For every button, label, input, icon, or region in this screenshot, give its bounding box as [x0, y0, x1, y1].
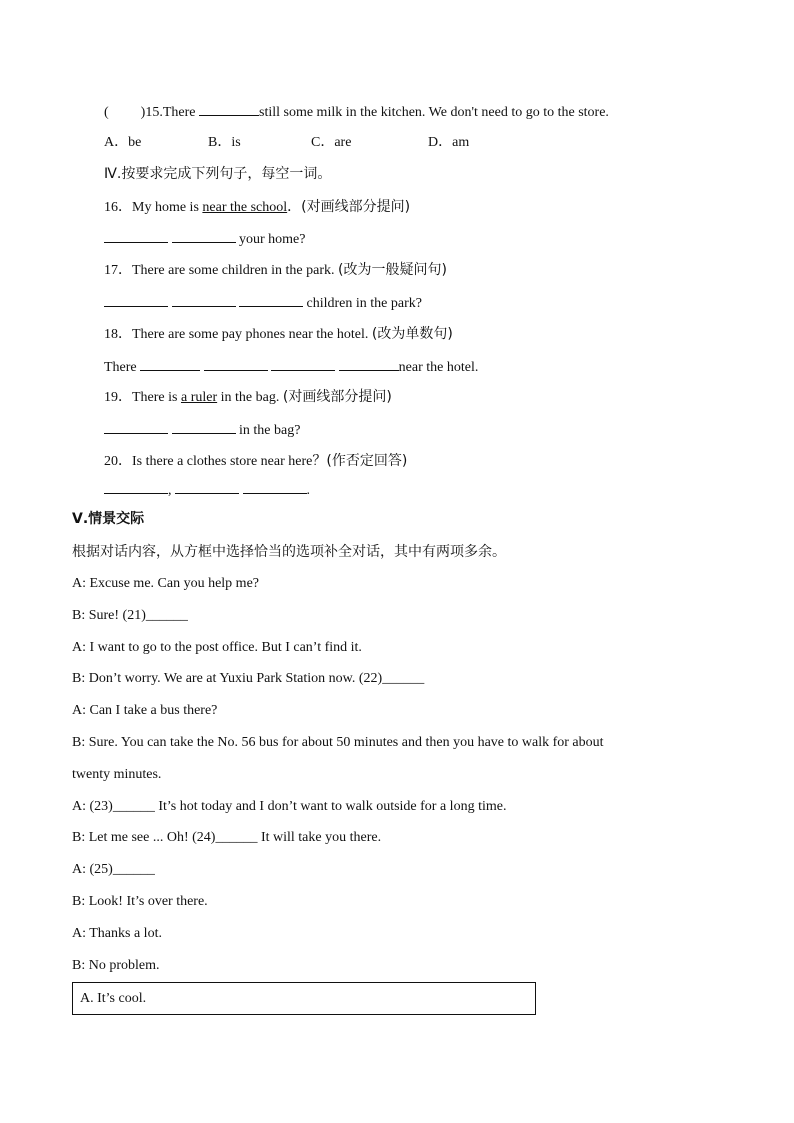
option-d: D．am: [428, 135, 470, 150]
answer-blank[interactable]: [243, 480, 307, 494]
answer-blank[interactable]: [204, 357, 268, 371]
dialogue-line: A: Can I take a bus there?: [72, 703, 218, 718]
options-box: [72, 982, 536, 1015]
answer-tail: in the bag?: [239, 423, 301, 438]
answer-tail: near the hotel.: [398, 360, 479, 375]
answer-tail: your home?: [239, 232, 306, 247]
answer-blank[interactable]: [339, 357, 399, 371]
question-15: [104, 102, 609, 122]
option-a: A．be: [104, 135, 142, 150]
answer-blank[interactable]: [239, 293, 303, 307]
instruction-note: (改为单数句): [371, 326, 453, 342]
dialogue-line: twenty minutes.: [72, 767, 162, 782]
answer-paren-open: (: [104, 105, 109, 120]
question-18-text: 18．There are some pay phones near the hotel.: [104, 327, 369, 342]
dialogue-line: A: I want to go to the post office. But I can’t find it.: [72, 640, 362, 655]
question-16-punct: ．: [287, 200, 302, 215]
section-5-instructions: 根据对话内容，从方框中选择恰当的选项补全对话，其中有两项多余。: [72, 544, 506, 560]
dialogue-line: B: Don’t worry. We are at Yuxiu Park Station now. (22)______: [72, 671, 425, 686]
dialogue-line: A: Excuse me. Can you help me?: [72, 576, 260, 591]
question-19: [104, 388, 392, 407]
question-15-stem-b: still some milk in the kitchen. We don't need to go to the store.: [259, 105, 609, 120]
answer-blank[interactable]: [175, 480, 239, 494]
question-16-text: 16．My home is: [104, 200, 203, 215]
question-16: [104, 198, 410, 217]
section-5-title: Ⅴ.情景交际: [72, 511, 145, 527]
answer-blank[interactable]: [104, 293, 168, 307]
underlined-phrase: a ruler: [180, 390, 218, 405]
answer-blank[interactable]: [104, 229, 168, 243]
period: .: [306, 483, 310, 498]
question-20-text: 20．Is there a clothes store near here？: [104, 454, 327, 469]
question-18-answer: [104, 357, 478, 377]
question-19-text: 19．There is: [104, 390, 181, 405]
question-15-options: [104, 134, 469, 152]
dialogue-line: A: (25)______: [72, 862, 155, 877]
underlined-phrase: near the school: [202, 200, 288, 215]
option-c: C．are: [311, 135, 352, 150]
question-20: [104, 452, 407, 471]
answer-blank[interactable]: [199, 102, 259, 116]
dialogue-line: B: Let me see ... Oh! (24)______ It will take you there.: [72, 830, 382, 845]
dialogue-line: B: No problem.: [72, 958, 160, 973]
option-b: B．is: [208, 135, 241, 150]
dialogue-line: B: Sure! (21)______: [72, 608, 188, 623]
question-19-answer: [104, 420, 300, 440]
dialogue-line: B: Look! It’s over there.: [72, 894, 208, 909]
answer-paren-close: ): [140, 105, 146, 120]
comma: ,: [168, 483, 172, 498]
answer-tail: children in the park?: [306, 296, 422, 311]
question-17-text: 17．There are some children in the park.: [104, 263, 335, 278]
instruction-note: (作否定回答): [326, 453, 408, 469]
answer-blank[interactable]: [172, 229, 236, 243]
section-4-title: Ⅳ.按要求完成下列句子，每空一词。: [104, 166, 332, 182]
dialogue-line: A: Thanks a lot.: [72, 926, 162, 941]
instruction-note: (改为一般疑问句): [338, 262, 447, 278]
question-20-answer: [104, 480, 310, 500]
instruction-note: (对画线部分提问): [301, 199, 411, 215]
question-18: [104, 325, 453, 344]
question-15-stem-a: 15.There: [145, 105, 196, 120]
answer-blank[interactable]: [140, 357, 200, 371]
answer-blank[interactable]: [271, 357, 335, 371]
question-17: [104, 261, 447, 280]
dialogue-line: A: (23)______ It’s hot today and I don’t want to walk outside for a long time.: [72, 799, 507, 814]
instruction-note: (对画线部分提问): [282, 389, 392, 405]
question-19-rest: in the bag.: [217, 390, 280, 405]
answer-blank[interactable]: [104, 420, 168, 434]
answer-blank[interactable]: [172, 420, 236, 434]
box-option-a: A. It’s cool.: [80, 991, 147, 1006]
dialogue-line: B: Sure. You can take the No. 56 bus for about 50 minutes and then you have to walk for about: [72, 735, 604, 750]
answer-blank[interactable]: [104, 480, 168, 494]
answer-head: There: [104, 360, 137, 375]
answer-blank[interactable]: [172, 293, 236, 307]
question-16-answer: [104, 229, 305, 249]
question-17-answer: [104, 293, 422, 313]
